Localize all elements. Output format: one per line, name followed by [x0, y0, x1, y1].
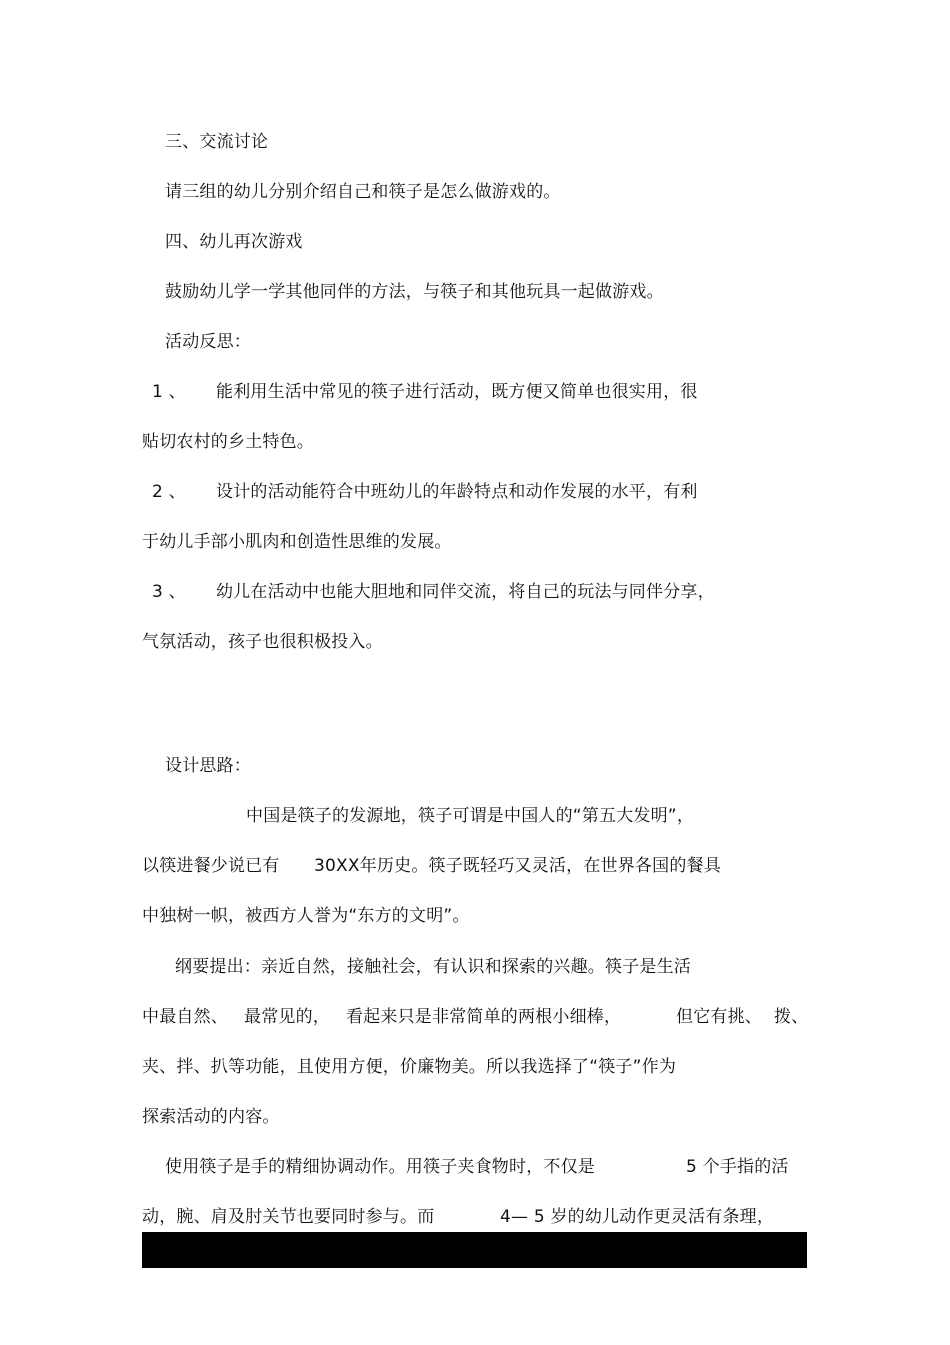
reflection-number: 3 、 [152, 582, 186, 602]
paragraph-line: 看起来只是非常简单的两根小细棒， [346, 1007, 622, 1027]
reflection-text: 幼儿在活动中也能大胆地和同伴交流，将自己的玩法与同伴分享， [216, 582, 715, 602]
redaction-bar [142, 1232, 807, 1268]
section3-heading: 三、交流讨论 [165, 132, 269, 152]
reflection-heading: 活动反思： [165, 332, 251, 352]
reflection-number: 1 、 [152, 382, 186, 402]
paragraph-line: 中最自然、 [142, 1007, 228, 1027]
reflection-text: 气氛活动，孩子也很积极投入。 [142, 632, 383, 652]
paragraph-line: 中国是筷子的发源地，筷子可谓是中国人的“第五大发明”， [246, 806, 695, 826]
paragraph-line: 中独树一帜，被西方人誉为“东方的文明”。 [142, 906, 470, 926]
reflection-text: 能利用生活中常见的筷子进行活动，既方便又简单也很实用，很 [216, 382, 698, 402]
paragraph-line: 使用筷子是手的精细协调动作。用筷子夹食物时，不仅是 [165, 1157, 595, 1177]
design-heading: 设计思路： [165, 756, 251, 776]
paragraph-line: 5 个手指的活 [686, 1157, 789, 1177]
section3-body: 请三组的幼儿分别介绍自己和筷子是怎么做游戏的。 [165, 182, 561, 202]
paragraph-line: 拨、 [774, 1007, 809, 1027]
paragraph-line: 但它有挑、 [676, 1007, 762, 1027]
paragraph-line: 4— 5 岁的幼儿动作更灵活有条理， [500, 1207, 775, 1227]
section4-heading: 四、幼儿再次游戏 [165, 232, 303, 252]
paragraph-line: 动，腕、肩及肘关节也要同时参与。而 [142, 1207, 435, 1227]
paragraph-line: 以筷进餐少说已有 [142, 856, 280, 876]
paragraph-line: 夹、拌、扒等功能，且使用方便，价廉物美。所以我选择了“筷子”作为 [142, 1057, 677, 1077]
reflection-text: 于幼儿手部小肌肉和创造性思维的发展。 [142, 532, 452, 552]
reflection-text: 设计的活动能符合中班幼儿的年龄特点和动作发展的水平，有利 [216, 482, 698, 502]
paragraph-line: 探索活动的内容。 [142, 1107, 280, 1127]
reflection-number: 2 、 [152, 482, 186, 502]
paragraph-line: 30XX年历史。筷子既轻巧又灵活，在世界各国的餐具 [314, 856, 721, 876]
paragraph-line: 纲要提出：亲近自然，接触社会，有认识和探索的兴趣。筷子是生活 [175, 957, 691, 977]
reflection-text: 贴切农村的乡土特色。 [142, 432, 314, 452]
paragraph-line: 最常见的， [244, 1007, 330, 1027]
section4-body: 鼓励幼儿学一学其他同伴的方法，与筷子和其他玩具一起做游戏。 [165, 282, 664, 302]
